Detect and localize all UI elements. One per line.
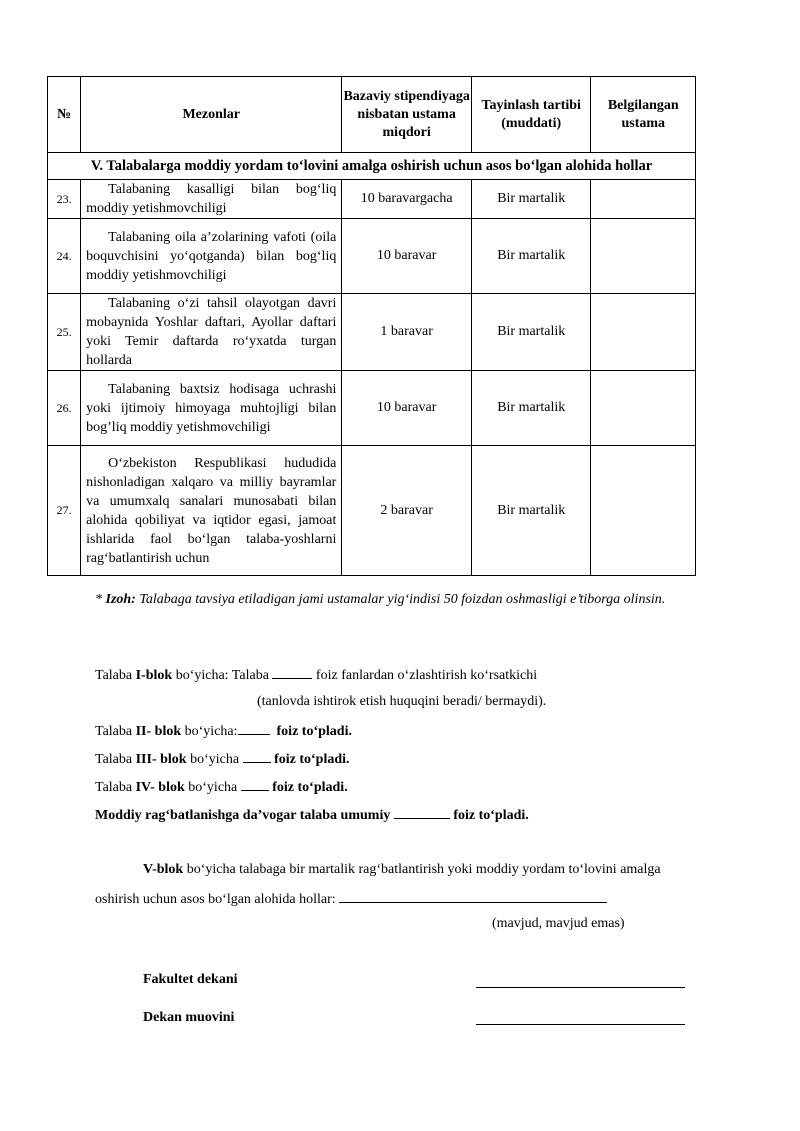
block-2-label: II- blok bbox=[135, 724, 182, 739]
row-criteria bbox=[81, 294, 342, 371]
block-4-suffix: foiz to‘pladi. bbox=[268, 780, 348, 795]
row-assignment-order: Bir martalik bbox=[471, 219, 591, 294]
criteria-text: O‘zbekiston Respublikasi hududida nishonladigan xalqaro va milliy bayramlar va umumxalq sanalari munosabati bilan alohida qobiliyat va iqtidor egasi, jamoat ishlarida faol bo‘lgan talaba-yoshlarni rag‘batlantirish uchun bbox=[86, 455, 337, 566]
block-3-label: III- blok bbox=[135, 752, 187, 767]
block-2-line bbox=[95, 720, 352, 742]
block-3-suffix: foiz to‘pladi. bbox=[270, 752, 350, 767]
vblock-blank[interactable] bbox=[339, 888, 607, 903]
block-4-blank[interactable] bbox=[241, 776, 269, 791]
block-1-subtext: (tanlovda ishtirok etish huquqini beradi/ bermaydi). bbox=[257, 694, 547, 709]
criteria-text: Talabaning kasalligi bilan bog‘liq moddiy yetishmovchiligi bbox=[86, 182, 337, 216]
note-text: Talabaga tavsiya etiladigan jami ustamalar yig‘indisi 50 foizdan oshmasligi e’tiborga olinsin. bbox=[135, 592, 666, 607]
header-criteria: Mezonlar bbox=[81, 77, 342, 153]
row-number: 25. bbox=[48, 294, 81, 371]
header-assignment-order: Tayinlash tartibi (muddati) bbox=[471, 77, 591, 153]
header-num: № bbox=[48, 77, 81, 153]
header-assigned-bonus: Belgilangan ustama bbox=[591, 77, 696, 153]
row-assignment-order: Bir martalik bbox=[471, 294, 591, 371]
section-row bbox=[48, 153, 696, 180]
deputy-label: Dekan muovini bbox=[143, 1010, 235, 1025]
row-assignment-order: Bir martalik bbox=[471, 180, 591, 219]
header-base-amount: Bazaviy stipendiyaga nisbatan ustama miqdori bbox=[342, 77, 472, 153]
block-3-blank[interactable] bbox=[243, 748, 271, 763]
total-suffix: foiz to‘pladi. bbox=[449, 808, 529, 823]
row-base-amount: 10 baravargacha bbox=[342, 180, 472, 219]
row-criteria bbox=[81, 180, 342, 219]
row-base-amount: 1 baravar bbox=[342, 294, 472, 371]
row-criteria bbox=[81, 219, 342, 294]
dean-label: Fakultet dekani bbox=[143, 972, 238, 987]
criteria-table bbox=[47, 76, 696, 576]
criteria-text: Talabaning baxtsiz hodisaga uchrashi yoki ijtimoiy himoyaga muhtojligi bilan bog’liq moddiy yetishmovchiligi bbox=[86, 381, 337, 435]
block-1-mid: bo‘yicha: Talaba bbox=[172, 668, 273, 683]
vblock-hint: (mavjud, mavjud emas) bbox=[492, 916, 625, 931]
row-assigned-bonus[interactable] bbox=[591, 180, 696, 219]
row-assignment-order: Bir martalik bbox=[471, 371, 591, 446]
row-assigned-bonus[interactable] bbox=[591, 446, 696, 576]
row-assigned-bonus[interactable] bbox=[591, 371, 696, 446]
block-2-blank[interactable] bbox=[238, 720, 270, 735]
row-base-amount: 10 baravar bbox=[342, 371, 472, 446]
row-number: 24. bbox=[48, 219, 81, 294]
block-1-blank[interactable] bbox=[272, 664, 312, 679]
vblock-line-2 bbox=[95, 888, 607, 910]
row-number: 23. bbox=[48, 180, 81, 219]
block-3-mid: bo‘yicha bbox=[186, 752, 243, 767]
block-4-line bbox=[95, 776, 348, 798]
total-prefix: Moddiy rag‘batlanishga da’vogar talaba umumiy bbox=[95, 808, 394, 823]
block-3-line bbox=[95, 748, 350, 770]
block-1-label: I-blok bbox=[135, 668, 173, 683]
deputy-signature-line[interactable] bbox=[476, 1024, 685, 1025]
block-4-prefix: Talaba bbox=[95, 780, 136, 795]
row-assigned-bonus[interactable] bbox=[591, 294, 696, 371]
note-prefix: * bbox=[95, 592, 106, 607]
block-1-line bbox=[95, 664, 537, 686]
row-criteria bbox=[81, 371, 342, 446]
table-row bbox=[48, 219, 696, 294]
row-criteria bbox=[81, 446, 342, 576]
block-2-prefix: Talaba bbox=[95, 724, 136, 739]
total-line bbox=[95, 804, 529, 826]
total-blank[interactable] bbox=[394, 804, 450, 819]
block-1-suffix: foiz fanlardan o‘zlashtirish ko‘rsatkichi bbox=[312, 668, 538, 683]
criteria-text: Talabaning o‘zi tahsil olayotgan davri mobaynida Yoshlar daftari, Ayollar daftari yoki Temir daftarda ro‘yxatda turgan hollarda bbox=[86, 296, 337, 368]
row-assigned-bonus[interactable] bbox=[591, 219, 696, 294]
table-row bbox=[48, 446, 696, 576]
criteria-text: Talabaning oila a’zolarining vafoti (oila boquvchisini yo‘qotganda) bilan bog‘liq moddiy yetishmovchiligi bbox=[86, 229, 337, 283]
block-1-prefix: Talaba bbox=[95, 668, 136, 683]
table-row bbox=[48, 180, 696, 219]
row-number: 27. bbox=[48, 446, 81, 576]
vblock-text-1: bo‘yicha talabaga bir martalik rag‘batlantirish yoki moddiy yordam to‘lovini amalga bbox=[183, 862, 661, 877]
dean-signature-line[interactable] bbox=[476, 987, 685, 988]
note-paragraph bbox=[95, 589, 742, 611]
table-row bbox=[48, 294, 696, 371]
block-4-label: IV- blok bbox=[135, 780, 185, 795]
block-2-mid: bo‘yicha: bbox=[181, 724, 238, 739]
row-number: 26. bbox=[48, 371, 81, 446]
row-base-amount: 10 baravar bbox=[342, 219, 472, 294]
table-row bbox=[48, 371, 696, 446]
block-3-prefix: Talaba bbox=[95, 752, 136, 767]
block-4-mid: bo‘yicha bbox=[184, 780, 241, 795]
row-assignment-order: Bir martalik bbox=[471, 446, 591, 576]
note-label: Izoh: bbox=[105, 592, 136, 607]
row-base-amount: 2 baravar bbox=[342, 446, 472, 576]
vblock-line-1 bbox=[143, 860, 661, 880]
section-title: V. Talabalarga moddiy yordam to‘lovini amalga oshirish uchun asos bo‘lgan alohida hollar bbox=[48, 153, 696, 180]
block-2-suffix: foiz to‘pladi. bbox=[276, 724, 352, 739]
vblock-text-2: oshirish uchun asos bo‘lgan alohida hollar: bbox=[95, 892, 340, 907]
vblock-label: V-blok bbox=[143, 862, 184, 877]
table-header-row bbox=[48, 77, 696, 153]
